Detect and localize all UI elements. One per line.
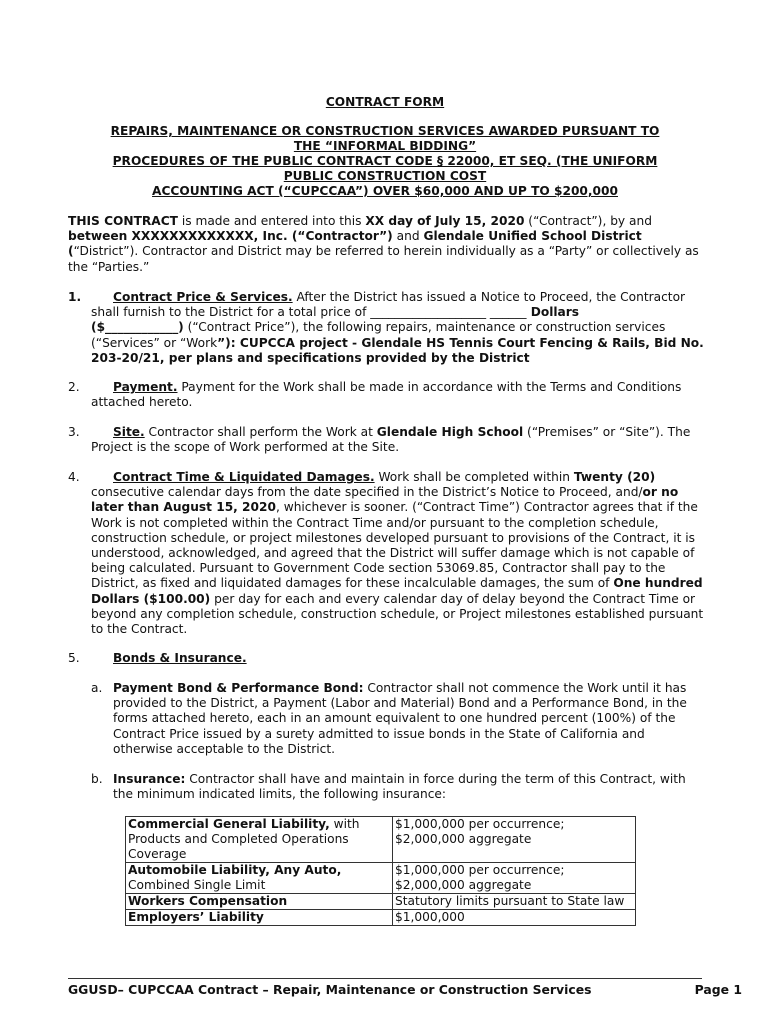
section-3-paragraph	[91, 425, 705, 455]
table-row	[126, 910, 636, 926]
section-2-number: 2.	[68, 380, 80, 394]
section-4-paragraph	[91, 470, 705, 637]
intro-and: and	[392, 229, 424, 244]
intro-text-2: (“Contract”), by and	[524, 214, 652, 228]
table-row	[126, 894, 636, 910]
page-number: Page 1	[694, 982, 742, 997]
section-1-text-2: (“Contract Price”), the following repairs, maintenance or construction services (“Services” or “Work	[91, 320, 666, 350]
section-4-text-3: , whichever is sooner. (“Contract Time”) Contractor agrees that if the Work is not completed within the Contract Time and/or pursuant to the completion schedule, construction schedule, or project milestones developed pursuant to provisions of the Contract, it is understood, acknowledged, and agreed that the District will suffer damage which is not capable of being calculated. Pursuant to Government Code section 53069.85, Contractor shall pay to the District, as fixed and liquidated damages for these incalculable damages, the sum of	[91, 500, 698, 591]
section-5b	[91, 772, 705, 802]
limit-line-2: $2,000,000 aggregate	[395, 878, 532, 892]
section-3-heading: Site.	[113, 425, 145, 439]
insurance-type-cell	[126, 910, 393, 926]
section-4-heading: Contract Time & Liquidated Damages.	[113, 470, 375, 484]
section-3-site: Glendale High School	[376, 425, 524, 439]
footer-title: GGUSD– CUPCCAA Contract – Repair, Maintenance or Construction Services	[68, 982, 592, 997]
header-line-1: REPAIRS, MAINTENANCE OR CONSTRUCTION SERVICES AWARDED PURSUANT TO	[110, 124, 660, 138]
section-4-number: 4.	[68, 470, 80, 484]
intro-date: XX day of July 15, 2020	[365, 214, 525, 228]
section-5b-letter: b.	[91, 772, 103, 786]
insurance-type-bold: Automobile Liability, Any Auto,	[128, 863, 342, 877]
section-4-text-2: consecutive calendar days from the date specified in the District’s Notice to Proceed, and/	[91, 485, 643, 500]
section-5-number: 5.	[68, 651, 80, 665]
section-1-heading: Contract Price & Services.	[113, 290, 293, 304]
section-5a-heading: Payment Bond & Performance Bond:	[113, 681, 364, 695]
intro-paren: (	[68, 244, 74, 259]
section-5a-letter: a.	[91, 681, 103, 695]
limit-line-1: Statutory limits pursuant to State law	[395, 894, 625, 908]
section-4-days: Twenty (20)	[573, 470, 656, 484]
header-line-5: ACCOUNTING ACT (“CUPCCAA”) OVER $60,000 AND UP TO $200,000	[152, 184, 618, 198]
intro-this-contract: THIS CONTRACT	[68, 214, 178, 228]
section-1-project: ”): CUPCCA project - Glendale HS Tennis Court Fencing & Rails, Bid No. 203-20/21, per plans and specifications provided by the District	[91, 335, 704, 365]
intro-district: Glendale Unified School District	[423, 229, 642, 244]
header-line-2: THE “INFORMAL BIDDING”	[293, 139, 477, 153]
section-4-damages: One hundred Dollars ($100.00)	[91, 576, 703, 606]
section-4-deadline: or no later than August 15, 2020	[91, 485, 679, 515]
page-title: CONTRACT FORM	[325, 95, 445, 109]
section-2-heading: Payment.	[113, 380, 178, 394]
section-4-text-1: Work shall be completed within	[374, 470, 574, 484]
section-1-amount-blank: ($____________)	[91, 320, 184, 335]
insurance-limit-cell	[393, 817, 636, 863]
insurance-type-rest: with Products and Completed Operations Coverage	[128, 817, 360, 861]
limit-line-1: $1,000,000	[395, 910, 465, 924]
insurance-type-bold: Employers’ Liability	[128, 910, 264, 924]
footer-rule	[68, 978, 702, 979]
section-1-dollars: Dollars	[526, 305, 580, 320]
insurance-type-bold: Commercial General Liability,	[128, 817, 330, 831]
intro-paragraph	[68, 214, 708, 275]
section-4-text-4: per day for each and every calendar day of delay beyond the Contract Time or beyond any completion schedule, construction schedule, or Project milestones established pursuant to the Contract.	[91, 591, 704, 637]
insurance-type-rest: Combined Single Limit	[128, 878, 266, 892]
table-row	[126, 817, 636, 863]
intro-text-1: is made and entered into this	[177, 214, 366, 228]
section-1-number: 1.	[68, 290, 82, 304]
section-5a	[91, 681, 705, 757]
intro-text-3: “District”). Contractor and District may be referred to herein individually as a “Party” or collectively as the “Parties.”	[68, 244, 699, 274]
section-5a-body: Contractor shall not commence the Work until it has provided to the District, a Payment (Labor and Material) Bond and a Performance Bond, in the forms attached hereto, each in an amount equivalent to one hundred percent (100%) of the Contract Price issued by a surety admitted to issue bonds in the State of California and otherwise acceptable to the District.	[113, 681, 687, 756]
section-5a-text	[113, 681, 705, 757]
limit-line-1: $1,000,000 per occurrence;	[395, 817, 565, 831]
section-1-paragraph	[91, 290, 705, 366]
section-3-text-1: Contractor shall perform the Work at	[144, 425, 377, 439]
limit-line-2: $2,000,000 aggregate	[395, 832, 532, 846]
section-5b-heading: Insurance:	[113, 772, 186, 786]
limit-line-1: $1,000,000 per occurrence;	[395, 863, 565, 877]
header-line-3: PROCEDURES OF THE PUBLIC CONTRACT CODE § 22000, ET SEQ. (THE UNIFORM	[112, 154, 658, 168]
insurance-type-cell	[126, 894, 393, 910]
insurance-limit-cell	[393, 910, 636, 926]
section-5-heading: Bonds & Insurance.	[113, 651, 247, 665]
intro-contractor: between XXXXXXXXXXXXX, Inc. (“Contractor”)	[68, 229, 393, 244]
section-2-text: Payment for the Work shall be made in accordance with the Terms and Conditions attached hereto.	[91, 380, 682, 410]
insurance-table	[125, 816, 636, 926]
insurance-limit-cell	[393, 863, 636, 894]
section-5-paragraph	[91, 651, 705, 666]
section-3-number: 3.	[68, 425, 80, 439]
insurance-type-bold: Workers Compensation	[128, 894, 288, 908]
section-1-price-blank: ___________________ ______	[370, 305, 527, 320]
section-5b-body: Contractor shall have and maintain in force during the term of this Contract, with the minimum indicated limits, the following insurance:	[113, 772, 686, 802]
section-1-text-1: After the District has issued a Notice to Proceed, the Contractor shall furnish to the District for a total price of	[91, 290, 686, 320]
section-5b-text	[113, 772, 705, 802]
header-line-4: PUBLIC CONSTRUCTION COST	[283, 169, 487, 183]
section-3-text-2: (“Premises” or “Site”). The Project is the scope of Work performed at the Site.	[91, 425, 691, 455]
insurance-type-cell	[126, 817, 393, 863]
section-2-paragraph	[91, 380, 705, 410]
insurance-type-cell	[126, 863, 393, 894]
footer	[68, 982, 742, 997]
table-row	[126, 863, 636, 894]
insurance-limit-cell	[393, 894, 636, 910]
